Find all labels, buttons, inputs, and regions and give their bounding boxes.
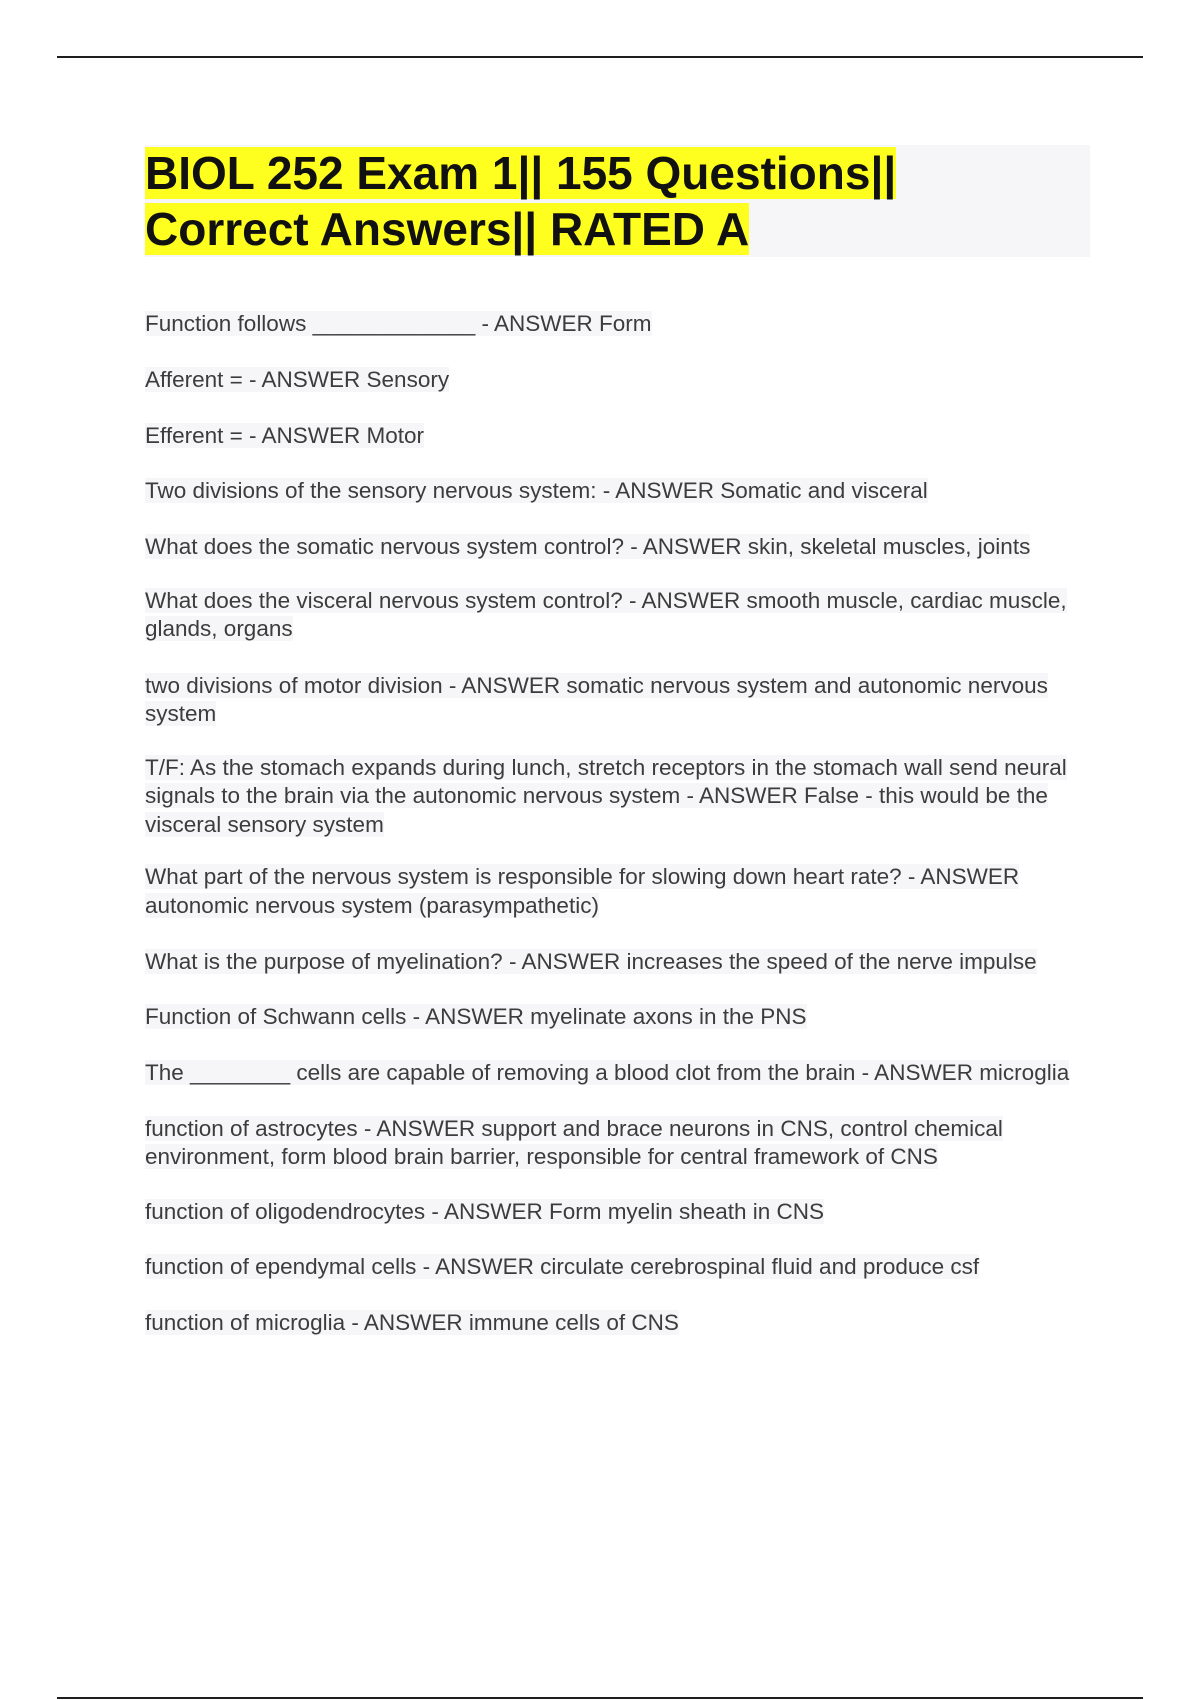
title-line-2: Correct Answers|| RATED A <box>145 203 750 255</box>
qa-item: Function follows _____________ - ANSWER Form <box>145 311 652 336</box>
document-title-block <box>145 145 1090 257</box>
qa-item: What is the purpose of myelination? - ANSWER increases the speed of the nerve impulse <box>145 949 1037 974</box>
qa-item: What part of the nervous system is responsible for slowing down heart rate? - ANSWER autonomic nervous system (parasympathetic) <box>145 864 1020 918</box>
qa-item: function of microglia - ANSWER immune cells of CNS <box>145 1309 679 1335</box>
header-rule <box>57 56 1143 58</box>
qa-item: Efferent = - ANSWER Motor <box>145 423 425 448</box>
qa-item: Function of Schwann cells - ANSWER myelinate axons in the PNS <box>145 1003 807 1029</box>
qa-item: Two divisions of the sensory nervous system: - ANSWER Somatic and visceral <box>145 477 928 503</box>
title-line-1: BIOL 252 Exam 1|| 155 Questions|| <box>145 147 897 199</box>
qa-item: function of oligodendrocytes - ANSWER Form myelin sheath in CNS <box>145 1198 825 1224</box>
footer-rule <box>57 1697 1143 1699</box>
qa-item: function of astrocytes - ANSWER support and brace neurons in CNS, control chemical environment, form blood brain barrier, responsible for central framework of CNS <box>145 1115 1003 1169</box>
qa-item: two divisions of motor division - ANSWER somatic nervous system and autonomic nervous system <box>145 672 1048 726</box>
qa-item: Afferent = - ANSWER Sensory <box>145 366 450 392</box>
qa-item: The ________ cells are capable of removing a blood clot from the brain - ANSWER microglia <box>145 1060 1070 1085</box>
qa-list <box>145 310 1090 1337</box>
qa-item: T/F: As the stomach expands during lunch, stretch receptors in the stomach wall send neural signals to the brain via the autonomic nervous system - ANSWER False - this would be the visceral sensory system <box>145 754 1067 837</box>
qa-item: What does the somatic nervous system control? - ANSWER skin, skeletal muscles, joints <box>145 534 1031 559</box>
qa-item: function of ependymal cells - ANSWER circulate cerebrospinal fluid and produce csf <box>145 1254 980 1279</box>
document-title <box>145 145 1090 257</box>
qa-item: What does the visceral nervous system control? - ANSWER smooth muscle, cardiac muscle, glands, organs <box>145 587 1067 641</box>
